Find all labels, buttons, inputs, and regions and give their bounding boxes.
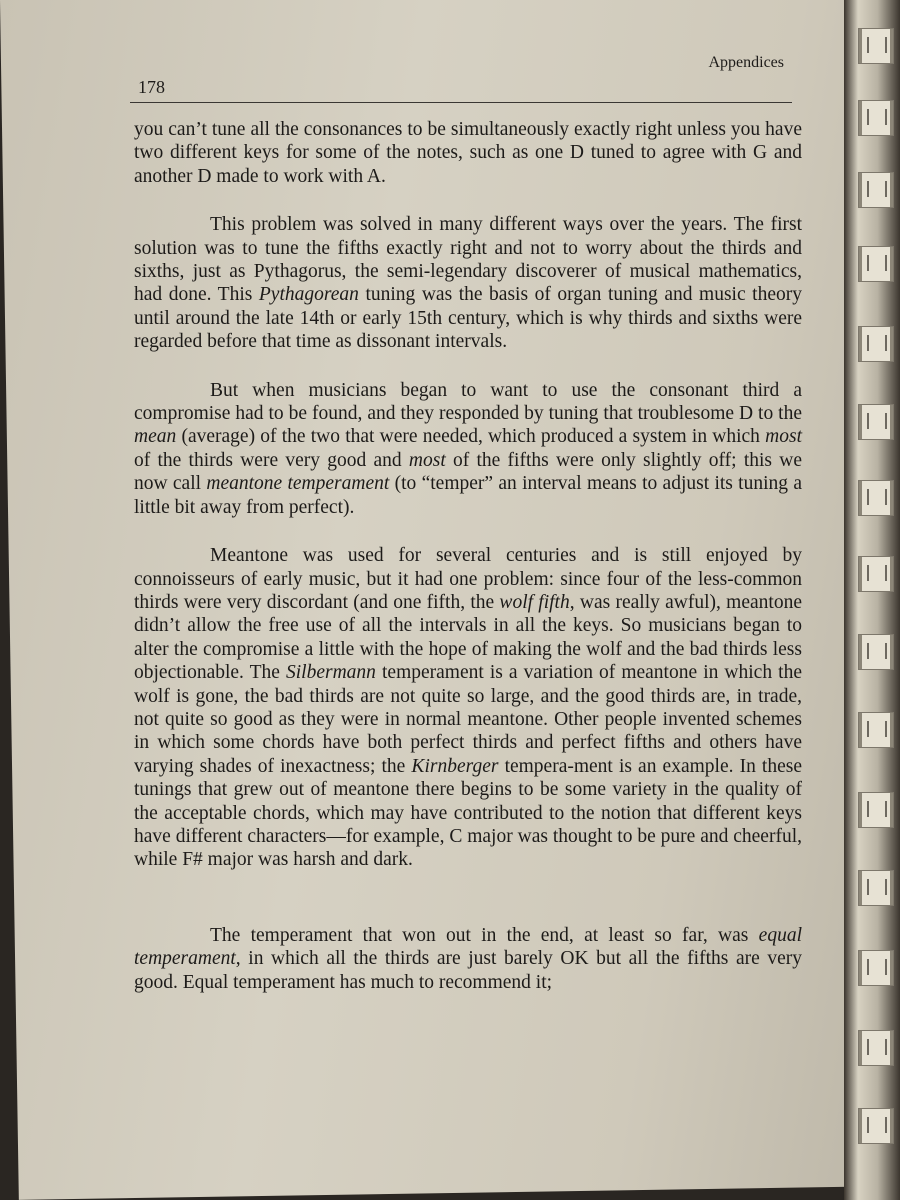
running-head: Appendices xyxy=(708,54,784,71)
index-tab xyxy=(858,870,894,906)
text-run: The temperament that won out in the end, at least so far, was xyxy=(210,924,759,946)
index-tab xyxy=(858,246,894,282)
index-tab xyxy=(858,634,894,670)
index-tab xyxy=(858,404,894,440)
index-tab xyxy=(858,712,894,748)
text-run: Meantone was used for several centuries and is still enjoyed by connoisseurs of early music, but it had one problem: since four of the less-common thirds were very discordant (and one fifth, the xyxy=(134,545,802,613)
text-run: of the thirds were very good and xyxy=(134,449,409,471)
page-header xyxy=(130,52,792,103)
index-tab xyxy=(858,326,894,362)
page-number: 178 xyxy=(138,77,165,97)
text-run: , in which all the thirds are just barely OK but all the fifths are very good. Equal temperament has much to recommend it; xyxy=(134,948,802,993)
index-tab xyxy=(858,480,894,516)
text-run: you can’t tune all the consonances to be simultaneously exactly right unless you have two different keys for some of the notes, such as one D tuned to agree with G and another D made to work with A. xyxy=(134,118,802,187)
italic-term: Silbermann xyxy=(286,662,376,684)
italic-term: wolf fifth xyxy=(499,591,570,613)
text-run: This problem was solved in many different ways over the years. The first solution was to tune the fifths exactly right and not to worry about the thirds and sixths, just as Pythagorus, the semi-legendary discoverer of musical mathematics, had done. This xyxy=(134,214,802,306)
index-tab xyxy=(858,1108,894,1144)
index-tab xyxy=(858,28,894,64)
text-run: temperament is a variation of meantone in which the wolf is gone, the bad thirds are not quite so large, and the good thirds are, in trade, not quite so good as they were in normal meantone. Other people invented schemes in which some chords have both perfect thirds and perfect fifths and others have varying shades of inexactness; the xyxy=(134,662,802,777)
book-fore-edge xyxy=(844,0,900,1200)
italic-term: equal temperament xyxy=(134,924,802,970)
index-tab xyxy=(858,100,894,136)
paragraph xyxy=(134,118,802,188)
paragraph xyxy=(134,379,802,519)
index-tab xyxy=(858,1030,894,1066)
text-run: tuning was the basis of organ tuning and music theory until around the late 14th or early 15th century, which is why thirds and sixths were regarded before that time as dissonant intervals. xyxy=(134,284,802,353)
index-tab xyxy=(858,172,894,208)
text-run: (to “temper” an interval means to adjust its tuning a little bit away from perfect). xyxy=(134,473,802,518)
text-run: (average) of the two that were needed, which produced a system in which xyxy=(176,426,766,448)
text-run: of the fifths were only slightly off; this we now call xyxy=(134,449,802,495)
italic-term: Kirnberger xyxy=(411,755,499,777)
paragraph xyxy=(134,924,802,994)
italic-term: Pythagorean xyxy=(258,284,359,306)
paragraph xyxy=(134,544,802,872)
text-run: But when musicians began to want to use the consonant third a compromise had to be found, and they responded by tuning that troublesome D to the xyxy=(134,379,802,425)
italic-term: meantone temperament xyxy=(206,473,390,495)
text-run: , was really awful), meantone didn’t allow the free use of all the intervals in all the keys. So musicians began to alter the compromise a little with the hope of making the wolf and the bad thirds less objectionable. The xyxy=(134,591,802,684)
italic-term: most xyxy=(765,426,802,448)
index-tab xyxy=(858,792,894,828)
italic-term: mean xyxy=(134,426,177,448)
text-run: tempera-ment is an example. In these tunings that grew out of meantone there begins to be some variety in the quality of the acceptable chords, which may have contributed to the notion that different keys have different characters—for example, C major was thought to be pure and cheerful, while F# major was harsh and dark. xyxy=(134,755,802,871)
italic-term: most xyxy=(408,449,446,471)
body-text xyxy=(134,118,802,1019)
paragraph xyxy=(134,213,802,353)
index-tab xyxy=(858,950,894,986)
index-tab xyxy=(858,556,894,592)
